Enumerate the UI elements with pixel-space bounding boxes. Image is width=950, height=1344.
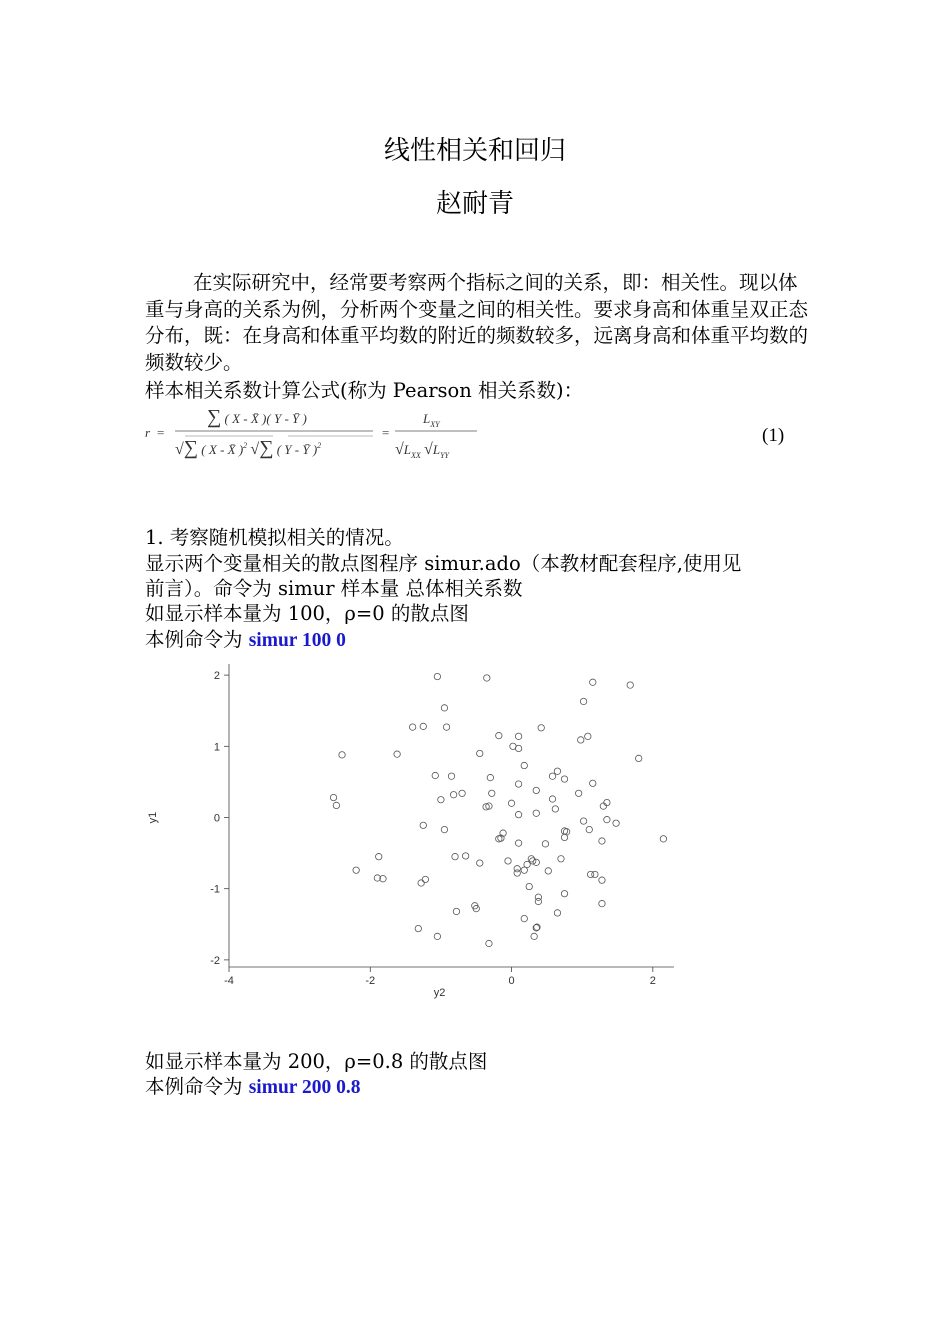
scatter-point: [533, 810, 539, 816]
formula-equals-2: =: [382, 425, 390, 440]
scatter-point: [434, 933, 440, 939]
scatter-point: [515, 840, 521, 846]
example1-command: simur 100 0: [248, 630, 346, 651]
scatter-point: [533, 787, 539, 793]
intro-text: 在实际研究中，经常要考察两个指标之间的关系，即：相关性。现以体重与身高的关系为例，分析两个变量之间的相关性。要求身高和体重呈双正态分布，既：在身高和体重平均数的附近的频数较多，远离身高和体重平均数的频数较少。: [145, 271, 809, 375]
scatter-point: [604, 799, 610, 805]
scatter-point: [521, 915, 527, 921]
scatter-point: [561, 890, 567, 896]
scatter-point: [508, 800, 514, 806]
scatter-point: [575, 790, 581, 796]
scatter-point: [496, 732, 502, 738]
document-author: 赵耐青: [435, 189, 514, 219]
scatter-point: [459, 790, 465, 796]
scatter-point: [353, 867, 359, 873]
scatter-point: [420, 822, 426, 828]
scatter-point: [376, 853, 382, 859]
scatter-point: [585, 733, 591, 739]
scatter-point: [580, 818, 586, 824]
scatter-point: [599, 877, 605, 883]
pearson-formula: [145, 400, 845, 470]
example1-command-line: [145, 624, 346, 652]
section1-line2: 前言）。命令为 simur 样本量 总体相关系数: [145, 577, 523, 600]
scatter-point: [489, 790, 495, 796]
scatter-point: [514, 870, 520, 876]
plot-points: [330, 673, 666, 946]
scatter-point: [613, 820, 619, 826]
formula-equals-1: =: [157, 425, 165, 440]
scatter-point: [450, 792, 456, 798]
scatter-point: [420, 723, 426, 729]
x-tick-label: 0: [508, 975, 515, 987]
scatter-point: [434, 673, 440, 679]
scatter-point: [422, 876, 428, 882]
section1-line1: 显示两个变量相关的散点图程序 simur.ado（本教材配套程序,使用见: [145, 552, 742, 575]
scatter-point: [590, 679, 596, 685]
scatter-point: [443, 724, 449, 730]
scatter-point: [533, 859, 539, 865]
example2-command-line: [145, 1071, 360, 1099]
scatter-point: [604, 816, 610, 822]
y-tick-label: 2: [213, 670, 220, 683]
example2-cmd-prefix: 本例命令为: [145, 1075, 249, 1098]
formula-denominator: √∑ ( X - X̄ )$^2$ √∑ ( Y - Ȳ )$^2$: [175, 437, 322, 459]
scatter-point: [635, 755, 641, 761]
scatter-point: [484, 675, 490, 681]
scatter-point: [600, 803, 606, 809]
scatter-point: [487, 774, 493, 780]
scatter-point: [448, 773, 454, 779]
scatter-point: [441, 826, 447, 832]
scatter-point: [590, 780, 596, 786]
scatter-point: [521, 762, 527, 768]
scatter-point: [599, 838, 605, 844]
scatter-point: [432, 772, 438, 778]
document-title: 线性相关和回归: [383, 136, 566, 166]
x-axis-label: y2: [433, 987, 446, 999]
formula-lxy: $L_{XY}$: [423, 411, 440, 429]
scatter-point: [339, 752, 345, 758]
y-axis-label: y1: [147, 811, 159, 824]
scatter-point: [660, 836, 666, 842]
scatter-point: [441, 705, 447, 711]
scatter-point: [496, 836, 502, 842]
scatter-point: [545, 868, 551, 874]
scatter-point: [438, 797, 444, 803]
scatter-point: [538, 725, 544, 731]
scatter-point: [578, 737, 584, 743]
scatter-point: [552, 806, 558, 812]
example2-command: simur 200 0.8: [248, 1077, 361, 1098]
example2-text: 如显示样本量为 200，ρ=0.8 的散点图: [145, 1050, 488, 1073]
equation-number: (1): [762, 425, 785, 446]
scatter-point: [477, 860, 483, 866]
scatter-point: [505, 858, 511, 864]
formula-numerator: ∑ ( X - X̄ )( Y - Ȳ ): [207, 406, 307, 428]
scatter-point: [530, 858, 536, 864]
scatter-point: [453, 908, 459, 914]
section1-heading: 1. 考察随机模拟相关的情况。: [145, 526, 404, 549]
scatter-point: [418, 880, 424, 886]
scatter-point: [515, 745, 521, 751]
example1-text: 如显示样本量为 100，ρ=0 的散点图: [145, 602, 469, 625]
formula-lxx-lyy: $√L_{XX}$ $√L_{YY}$: [395, 441, 449, 460]
scatter-point: [561, 776, 567, 782]
scatter-point: [462, 853, 468, 859]
scatter-plot: [140, 650, 700, 1010]
x-tick-label: -4: [224, 975, 234, 987]
scatter-point: [554, 910, 560, 916]
scatter-point: [486, 940, 492, 946]
y-tick-label: 0: [213, 812, 220, 825]
y-tick-label: -2: [210, 954, 220, 967]
scatter-point: [627, 682, 633, 688]
scatter-point: [586, 826, 592, 832]
formula-intro: 样本相关系数计算公式(称为 Pearson 相关系数)：: [145, 379, 584, 402]
scatter-point: [409, 724, 415, 730]
scatter-point: [515, 733, 521, 739]
scatter-point: [580, 698, 586, 704]
scatter-point: [415, 925, 421, 931]
scatter-point: [526, 883, 532, 889]
scatter-point: [542, 841, 548, 847]
scatter-point: [599, 900, 605, 906]
scatter-point: [549, 796, 555, 802]
plot-axes: [147, 664, 674, 999]
scatter-point: [561, 834, 567, 840]
x-tick-label: 2: [649, 975, 656, 987]
scatter-point: [592, 871, 598, 877]
scatter-point: [521, 867, 527, 873]
scatter-point: [477, 750, 483, 756]
intro-paragraph: [145, 270, 810, 377]
scatter-point: [515, 781, 521, 787]
scatter-point: [452, 853, 458, 859]
scatter-point: [535, 898, 541, 904]
scatter-point: [549, 773, 555, 779]
y-tick-label: 1: [213, 741, 220, 754]
scatter-point: [554, 768, 560, 774]
scatter-point: [515, 811, 521, 817]
scatter-point: [333, 802, 339, 808]
scatter-point: [394, 751, 400, 757]
scatter-point: [558, 856, 564, 862]
y-tick-label: -1: [210, 883, 220, 896]
scatter-point: [330, 794, 336, 800]
example1-cmd-prefix: 本例命令为: [145, 628, 249, 651]
formula-lhs: r: [145, 425, 151, 440]
x-tick-label: -2: [365, 975, 376, 987]
scatter-point: [531, 933, 537, 939]
